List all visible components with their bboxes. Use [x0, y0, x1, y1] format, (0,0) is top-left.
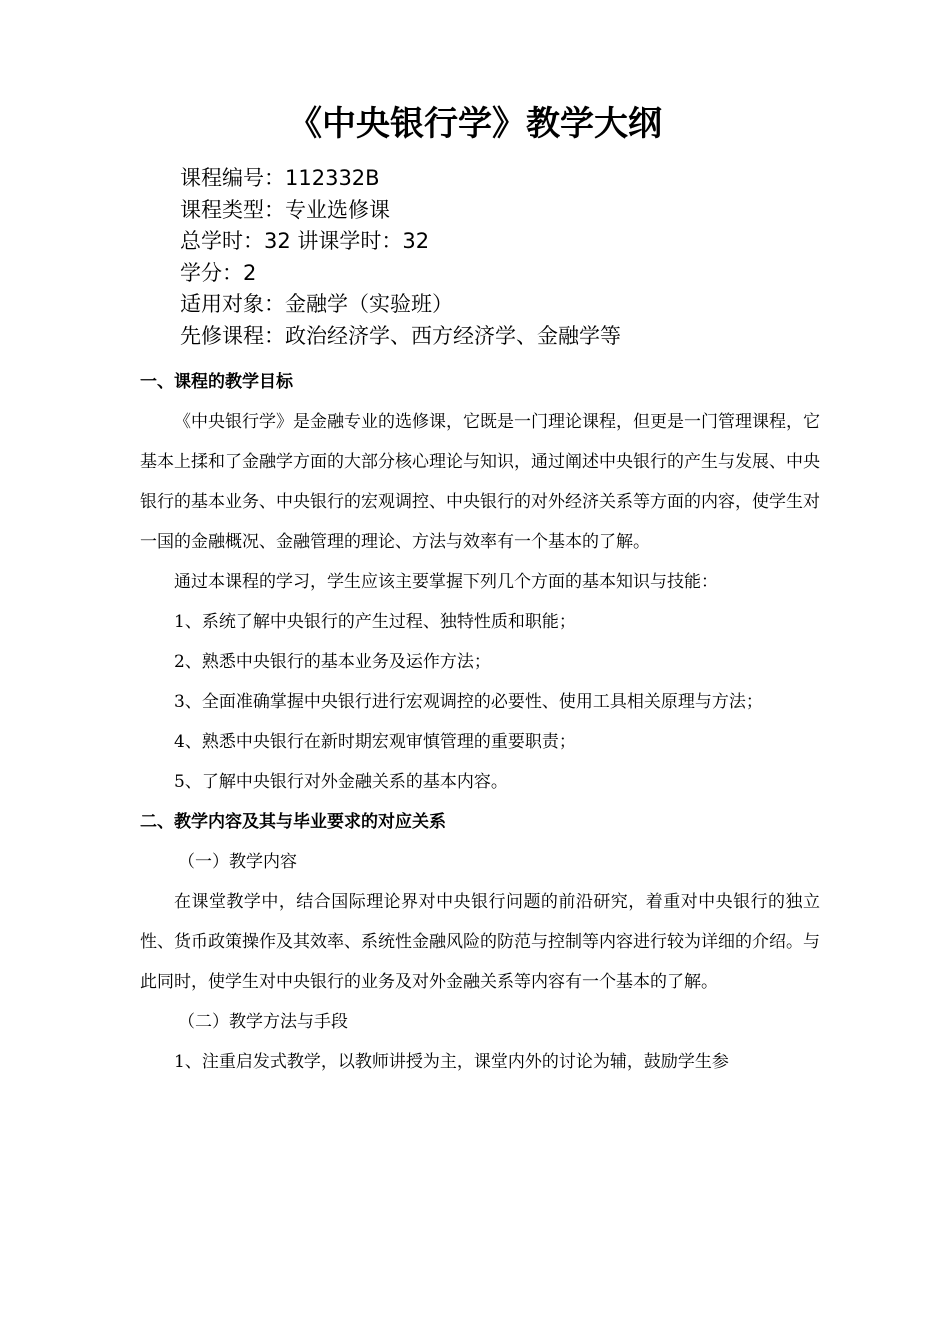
list-item: 1、系统了解中央银行的产生过程、独特性质和职能； [174, 612, 576, 632]
list-item: 3、全面准确掌握中央银行进行宏观调控的必要性、使用工具相关原理与方法； [174, 692, 763, 712]
list-item: 2、熟悉中央银行的基本业务及运作方法； [174, 652, 491, 672]
document-title: 《中央银行学》教学大纲 [288, 104, 662, 144]
list-item: 1、注重启发式教学，以教师讲授为主，课堂内外的讨论为辅，鼓励学生参 [174, 1052, 729, 1072]
course-credit: 学分：2 [180, 260, 257, 285]
section-heading: 一、课程的教学目标 [140, 372, 293, 392]
paragraph: 在课堂教学中，结合国际理论界对中央银行问题的前沿研究，着重对中央银行的独立性、货币政策操作及其效率、系统性金融风险的防范与控制等内容进行较为详细的介绍。与此同时，使学生对中央银行的业务及对外金融关系等内容有一个基本的了解。 [140, 892, 820, 992]
course-target: 适用对象：金融学（实验班） [180, 292, 453, 316]
list-item: 5、了解中央银行对外金融关系的基本内容。 [174, 772, 508, 792]
course-code: 课程编号：112332B [180, 166, 380, 190]
list-item: 4、熟悉中央银行在新时期宏观审慎管理的重要职责； [174, 732, 576, 752]
course-hours: 总学时：32 讲课学时：32 [180, 229, 430, 253]
document-body [140, 362, 820, 1082]
course-prerequisites: 先修课程：政治经济学、西方经济学、金融学等 [180, 323, 621, 348]
course-type: 课程类型：专业选修课 [180, 197, 390, 222]
course-info [180, 163, 621, 352]
subsection-heading: （一）教学内容 [178, 852, 297, 872]
paragraph: 通过本课程的学习，学生应该主要掌握下列几个方面的基本知识与技能： [174, 572, 718, 592]
paragraph: 《中央银行学》是金融专业的选修课，它既是一门理论课程，但更是一门管理课程，它基本上揉和了金融学方面的大部分核心理论与知识，通过阐述中央银行的产生与发展、中央银行的基本业务、中央银行的宏观调控、中央银行的对外经济关系等方面的内容，使学生对一国的金融概况、金融管理的理论、方法与效率有一个基本的了解。 [140, 412, 820, 552]
subsection-heading: （二）教学方法与手段 [178, 1012, 348, 1032]
section-heading: 二、教学内容及其与毕业要求的对应关系 [140, 812, 446, 832]
